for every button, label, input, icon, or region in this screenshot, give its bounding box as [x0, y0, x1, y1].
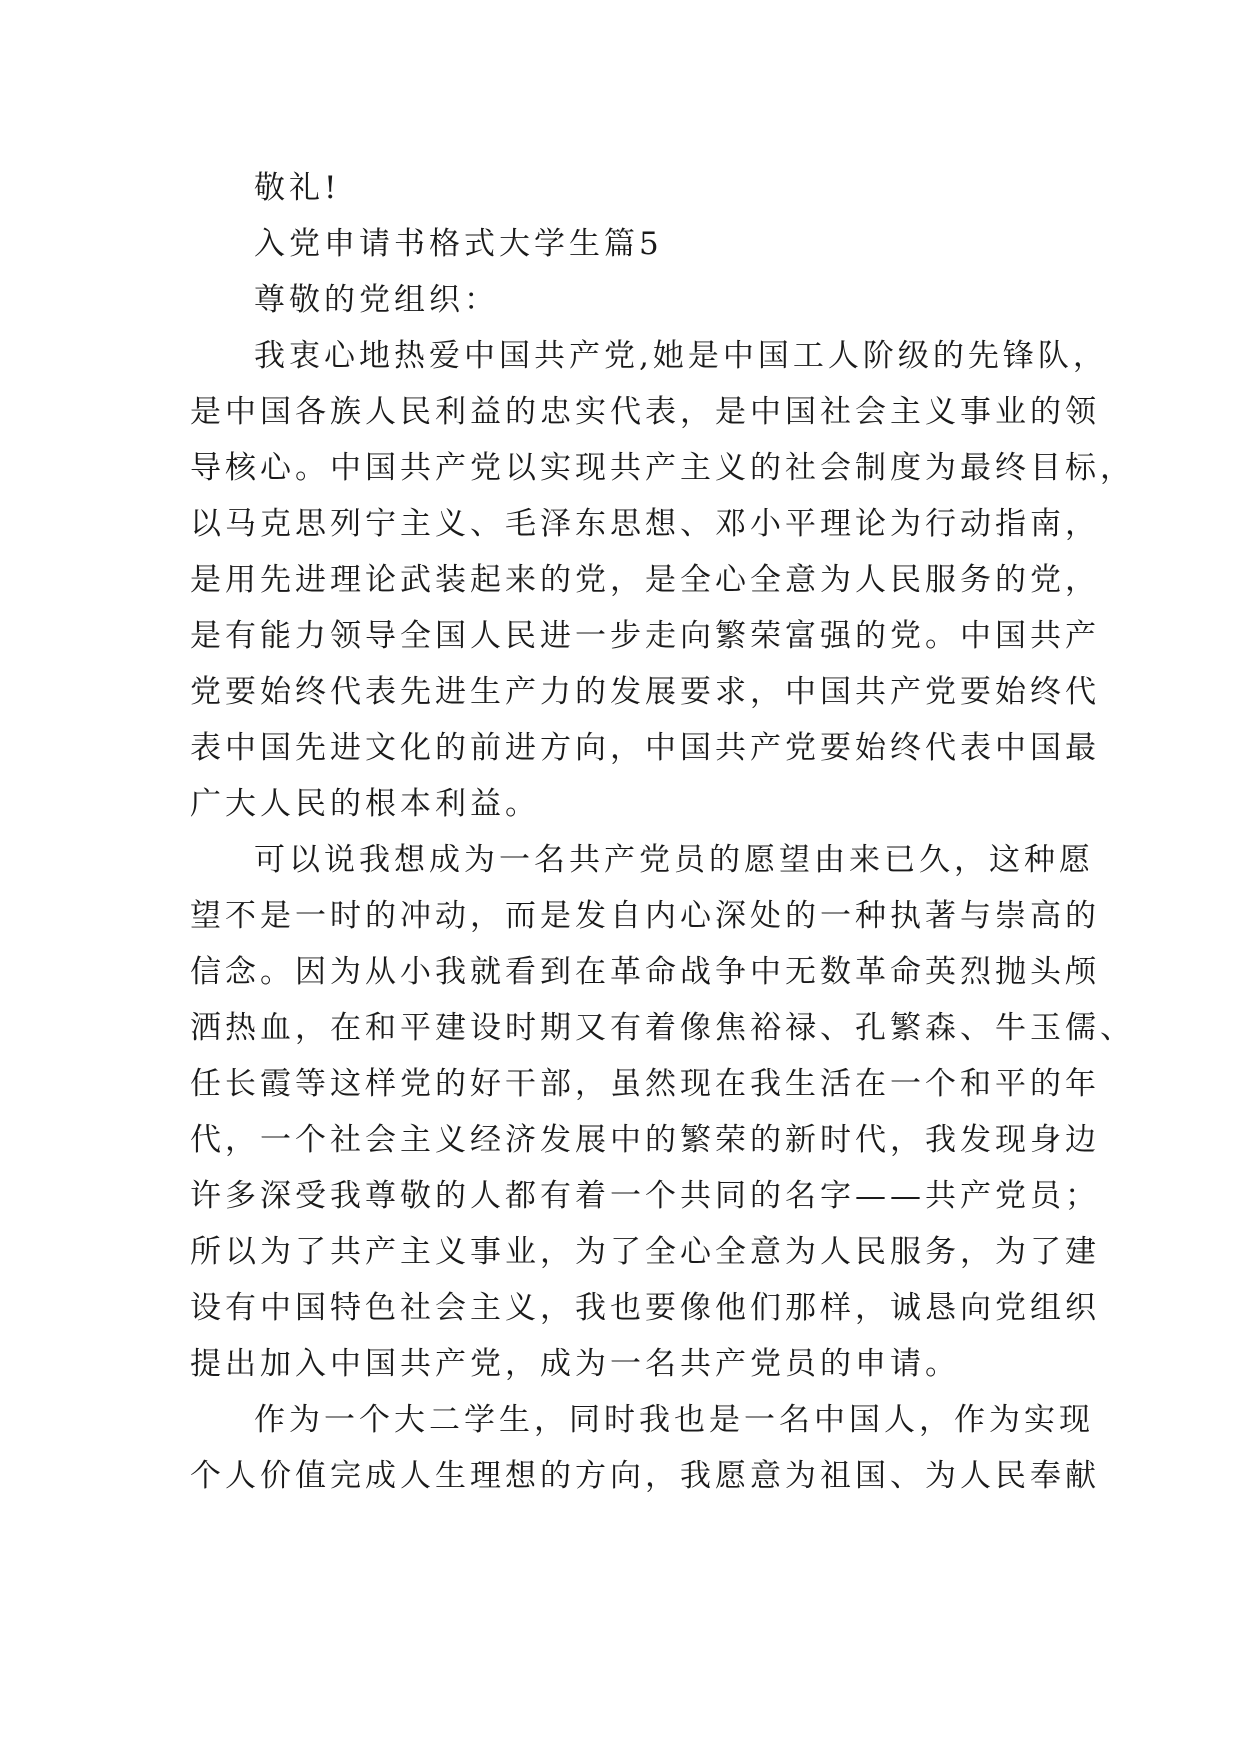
paragraph-line: 望不是一时的冲动，而是发自内心深处的一种执著与崇高的 [190, 898, 1100, 934]
paragraph-2 [190, 832, 1135, 1392]
paragraph-line: 是中国各族人民利益的忠实代表，是中国社会主义事业的领 [190, 394, 1100, 430]
paragraph-line: 党要始终代表先进生产力的发展要求，中国共产党要始终代 [190, 674, 1100, 710]
paragraph-line: 以马克思列宁主义、毛泽东思想、邓小平理论为行动指南， [190, 506, 1100, 542]
paragraph-line: 作为一个大二学生，同时我也是一名中国人，作为实现 [254, 1402, 1094, 1438]
paragraph-line: 是有能力领导全国人民进一步走向繁荣富强的党。中国共产 [190, 618, 1100, 654]
paragraph-line: 代，一个社会主义经济发展中的繁荣的新时代，我发现身边 [190, 1122, 1100, 1158]
paragraph-line: 个人价值完成人生理想的方向，我愿意为祖国、为人民奉献 [190, 1458, 1100, 1494]
paragraph-line: 洒热血，在和平建设时期又有着像焦裕禄、孔繁森、牛玉儒、 [190, 1010, 1135, 1046]
section-title: 入党申请书格式大学生篇5 [254, 226, 663, 262]
paragraph-line: 所以为了共产主义事业，为了全心全意为人民服务，为了建 [190, 1234, 1100, 1270]
paragraph-line: 导核心。中国共产党以实现共产主义的社会制度为最终目标， [190, 450, 1135, 486]
paragraph-3 [190, 1392, 1100, 1504]
paragraph-line: 设有中国特色社会主义，我也要像他们那样，诚恳向党组织 [190, 1290, 1100, 1326]
paragraph-line: 广大人民的根本利益。 [190, 786, 540, 822]
paragraph-line: 可以说我想成为一名共产党员的愿望由来已久，这种愿 [254, 842, 1094, 878]
paragraph-line: 提出加入中国共产党，成为一名共产党员的申请。 [190, 1346, 960, 1382]
paragraph-line: 任长霞等这样党的好干部，虽然现在我生活在一个和平的年 [190, 1066, 1100, 1102]
paragraph-line: 许多深受我尊敬的人都有着一个共同的名字——共产党员； [190, 1178, 1100, 1214]
paragraph-1 [190, 328, 1135, 832]
paragraph-line: 是用先进理论武装起来的党，是全心全意为人民服务的党， [190, 562, 1100, 598]
salutation: 尊敬的党组织： [254, 282, 499, 318]
paragraph-line: 表中国先进文化的前进方向，中国共产党要始终代表中国最 [190, 730, 1100, 766]
paragraph-line: 我衷心地热爱中国共产党,她是中国工人阶级的先锋队， [254, 338, 1108, 374]
closing-line: 敬礼! [254, 170, 341, 206]
paragraph-line: 信念。因为从小我就看到在革命战争中无数革命英烈抛头颅 [190, 954, 1100, 990]
document-body [190, 160, 1135, 1504]
